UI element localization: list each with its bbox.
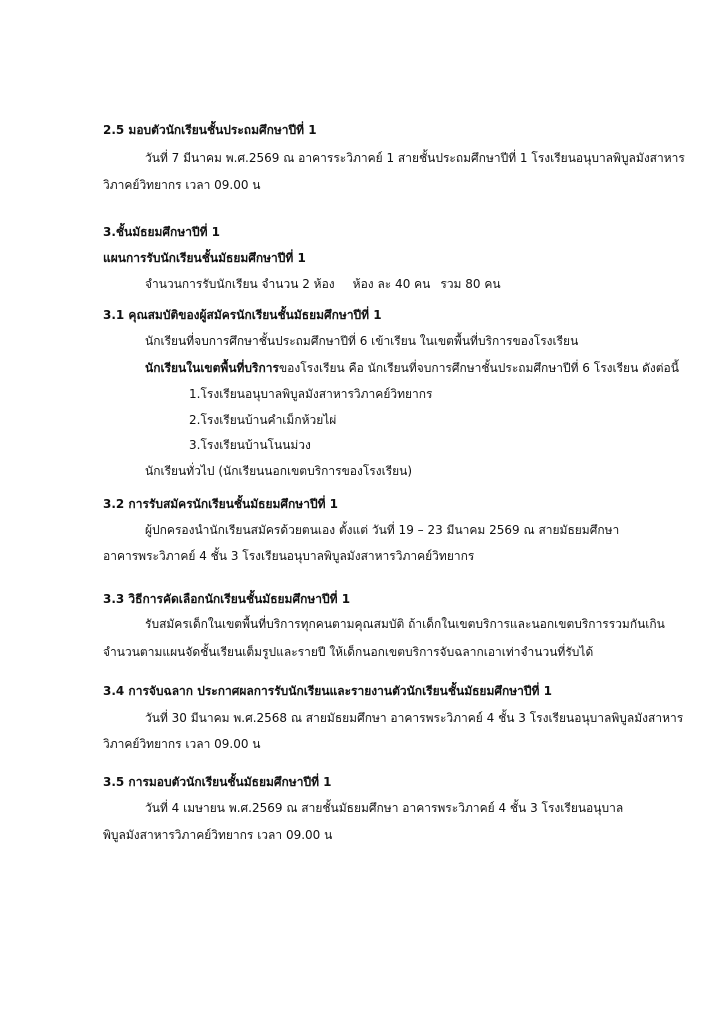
section-3-5-heading: 3.5 การมอบตัวนักเรียนชั้นมัธยมศึกษาปีที่ 1 xyxy=(103,775,332,789)
school-list-item: 1.โรงเรียนอนุบาลพิบูลมังสาหารวิภาคย์วิทยากร xyxy=(189,387,433,401)
section-3-2-line1: ผู้ปกครองนำนักเรียนสมัครด้วยตนเอง ตั้งแต่ วันที่ 19 – 23 มีนาคม 2569 ณ สายมัธยมศึกษา xyxy=(145,523,620,537)
general-students-line: นักเรียนทั่วไป (นักเรียนนอกเขตบริการของโรงเรียน) xyxy=(145,464,413,478)
service-area-text: ของโรงเรียน คือ นักเรียนที่จบการศึกษาชั้นประถมศึกษาปีที่ 6 โรงเรียน ดังต่อนี้ xyxy=(278,361,679,375)
enrollment-per-room: ห้อง ละ 40 คน xyxy=(352,277,431,291)
section-3-5-line2: พิบูลมังสาหารวิภาคย์วิทยากร เวลา 09.00 น xyxy=(103,828,333,842)
enrollment-plan-line xyxy=(145,276,501,292)
service-area-label: นักเรียนในเขตพื้นที่บริการ xyxy=(145,361,279,375)
section-3-2-line2: อาคารพระวิภาคย์ 4 ชั้น 3 โรงเรียนอนุบาลพิบูลมังสาหารวิภาคย์วิทยากร xyxy=(103,549,475,563)
section-3-heading: 3.ชั้นมัธยมศึกษาปีที่ 1 xyxy=(103,225,221,239)
section-3-3-line1: รับสมัครเด็กในเขตพื้นที่บริการทุกคนตามคุณสมบัติ ถ้าเด็กในเขตบริการและนอกเขตบริการรวมกันเกิน xyxy=(145,617,665,631)
section-3-4-line2: วิภาคย์วิทยากร เวลา 09.00 น xyxy=(103,737,261,751)
section-3-1-line1: นักเรียนที่จบการศึกษาชั้นประถมศึกษาปีที่ 6 เข้าเรียน ในเขตพื้นที่บริการของโรงเรียน xyxy=(145,334,579,348)
section-3-4-line1: วันที่ 30 มีนาคม พ.ศ.2568 ณ สายมัธยมศึกษา อาคารพระวิภาคย์ 4 ชั้น 3 โรงเรียนอนุบาลพิบูลมังสาหาร xyxy=(145,711,684,725)
enrollment-total: รวม 80 คน xyxy=(440,277,501,291)
section-3-2-heading: 3.2 การรับสมัครนักเรียนชั้นมัธยมศึกษาปีที่ 1 xyxy=(103,497,339,511)
enrollment-plan-heading: แผนการรับนักเรียนชั้นมัธยมศึกษาปีที่ 1 xyxy=(103,251,306,265)
section-3-3-line2: จำนวนตามแผนจัดชั้นเรียนเต็มรูปและรายปี ให้เด็กนอกเขตบริการจับฉลากเอาเท่าจำนวนที่รับได้ xyxy=(103,645,594,659)
section-3-3-heading: 3.3 วิธีการคัดเลือกนักเรียนชั้นมัธยมศึกษาปีที่ 1 xyxy=(103,592,351,606)
section-2-5-heading: 2.5 มอบตัวนักเรียนชั้นประถมศึกษาปีที่ 1 xyxy=(103,123,317,137)
school-list-item: 2.โรงเรียนบ้านคำเม็กห้วยไผ่ xyxy=(189,413,337,427)
section-3-1-heading: 3.1 คุณสมบัติของผู้สมัครนักเรียนชั้นมัธยมศึกษาปีที่ 1 xyxy=(103,308,382,322)
section-3-4-heading: 3.4 การจับฉลาก ประกาศผลการรับนักเรียนและรายงานตัวนักเรียนชั้นมัธยมศึกษาปีที่ 1 xyxy=(103,684,552,698)
enrollment-rooms: จำนวนการรับนักเรียน จำนวน 2 ห้อง xyxy=(145,277,335,291)
school-list-item: 3.โรงเรียนบ้านโนนม่วง xyxy=(189,438,311,452)
section-3-1-line2 xyxy=(145,360,679,376)
section-3-5-line1: วันที่ 4 เมษายน พ.ศ.2569 ณ สายชั้นมัธยมศึกษา อาคารพระวิภาคย์ 4 ชั้น 3 โรงเรียนอนุบาล xyxy=(145,801,624,815)
section-2-5-line1: วันที่ 7 มีนาคม พ.ศ.2569 ณ อาคารระวิภาคย์ 1 สายชั้นประถมศึกษาปีที่ 1 โรงเรียนอนุบาลพิบูลมังสาหาร xyxy=(145,151,685,165)
section-2-5-line2: วิภาคย์วิทยากร เวลา 09.00 น xyxy=(103,178,261,192)
